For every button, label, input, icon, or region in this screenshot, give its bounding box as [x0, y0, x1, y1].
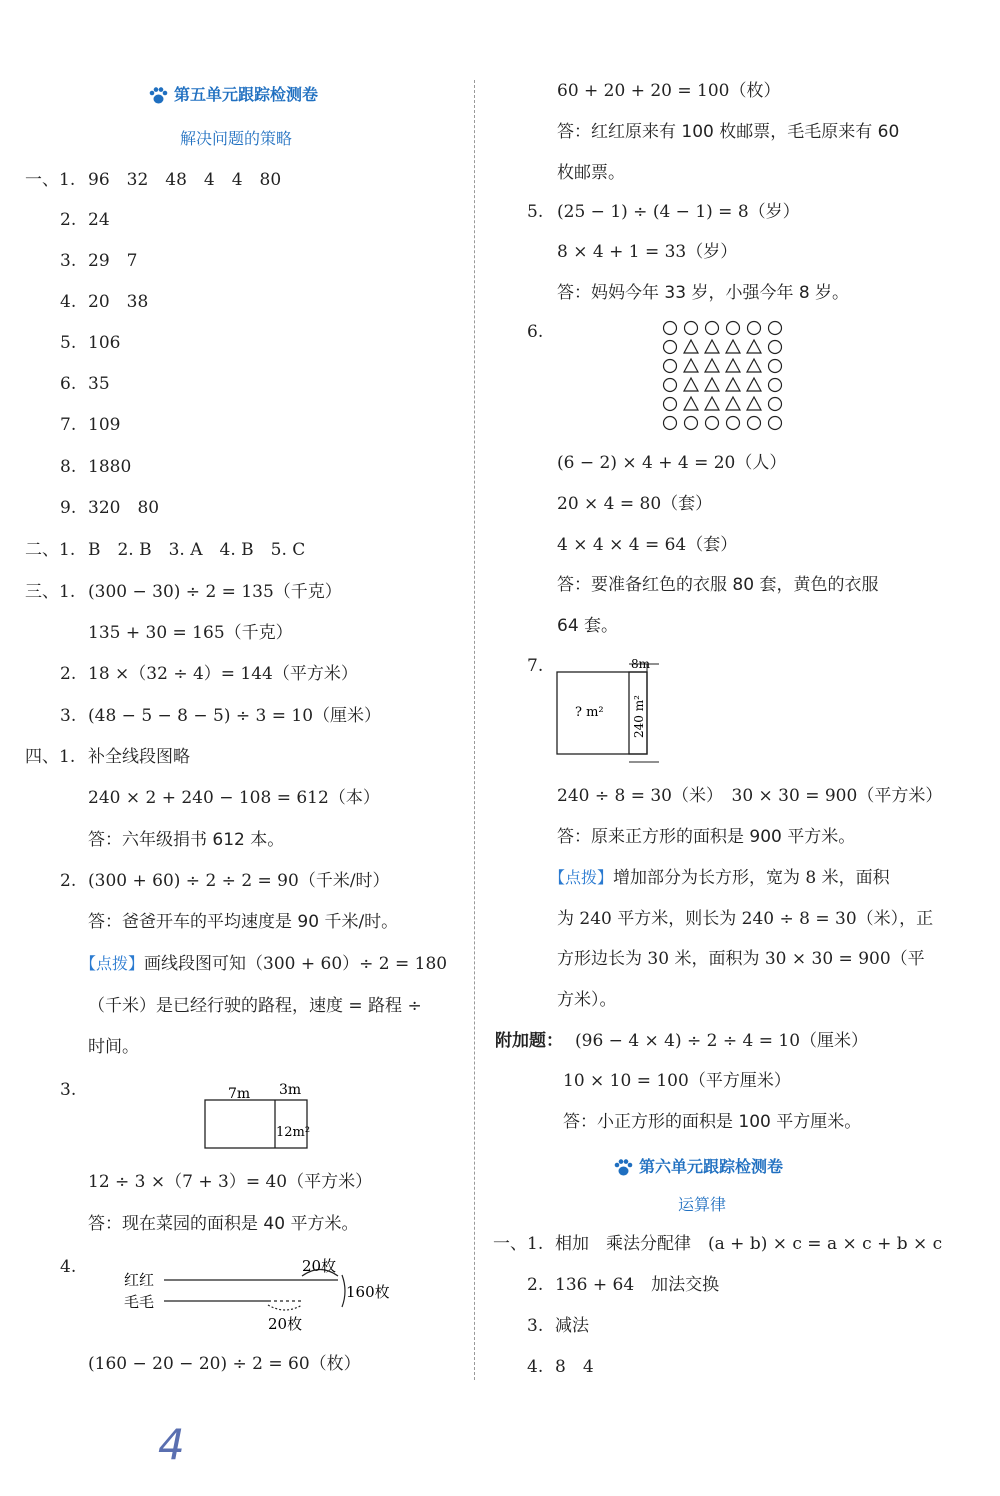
grid-circle	[664, 341, 677, 354]
grid-circle	[664, 398, 677, 411]
r-line-12: 240 ÷ 8 = 30（米） 30 × 30 = 900（平方米）	[557, 786, 943, 806]
r-line-20: 答：小正方形的面积是 100 平方厘米。	[563, 1112, 862, 1132]
fig7-label-strip: 240 m²	[632, 695, 646, 738]
s4-q1-line1: 补全线段图略	[88, 747, 190, 767]
hint-text-r1: 增加部分为长方形，宽为 8 米，面积	[613, 868, 890, 888]
r-line-4: (25 − 1) ÷ (4 − 1) = 8（岁）	[557, 202, 800, 222]
s4-q2-hint-line1	[80, 952, 447, 976]
s1-answer-2: 24	[88, 210, 110, 230]
paw-icon	[613, 1159, 633, 1177]
unit6-title	[613, 1155, 783, 1179]
grid-triangle	[705, 340, 719, 353]
r-line-9: 4 × 4 × 4 = 64（套）	[557, 535, 738, 555]
s1-answer-4: 20 38	[88, 292, 149, 312]
figure-4-line-diagram	[120, 1253, 400, 1333]
r-q7-num: 7.	[527, 656, 544, 676]
fig7-label-8m: 8m	[631, 657, 651, 671]
unit5-subtitle: 解决问题的策略	[180, 129, 293, 148]
grid-triangle	[705, 378, 719, 391]
fig4-label-mao: 毛毛	[124, 1293, 155, 1311]
s4-q4-line1: (160 − 20 − 20) ÷ 2 = 60（枚）	[88, 1354, 361, 1374]
s1-q2-num: 2.	[60, 210, 77, 230]
s3-q3-num: 3.	[60, 706, 77, 726]
s1-answer-5: 106	[88, 333, 121, 353]
s4-q3-num: 3.	[60, 1080, 77, 1100]
u6-line-1: 相加 乘法分配律 (a + b) × c = a × c + b × c	[555, 1234, 943, 1254]
r-line-18: (96 − 4 × 4) ÷ 2 ÷ 4 = 10（厘米）	[575, 1031, 869, 1051]
u6-line-2: 136 + 64 加法交换	[555, 1275, 720, 1295]
r-line-5: 8 × 4 + 1 = 33（岁）	[557, 242, 738, 262]
section3-label: 三、1.	[25, 582, 76, 602]
grid-circle	[664, 322, 677, 335]
u6-q3-num: 3.	[527, 1316, 544, 1336]
fig3-label-3m: 3m	[279, 1082, 302, 1098]
s1-answer-9: 320 80	[88, 498, 160, 518]
r-line-15: 为 240 平方米，则长为 240 ÷ 8 = 30（米），正	[557, 909, 934, 929]
r-line-13: 答：原来正方形的面积是 900 平方米。	[557, 827, 856, 847]
extra-question-label: 附加题：	[495, 1031, 563, 1051]
grid-circle	[769, 398, 782, 411]
s4-q2-hint-line3: 时间。	[88, 1037, 139, 1057]
r-line-16: 方形边长为 30 米，面积为 30 × 30 = 900（平	[557, 949, 925, 969]
grid-circle	[769, 322, 782, 335]
grid-circle	[664, 379, 677, 392]
grid-triangle	[684, 340, 698, 353]
r-line-8: 20 × 4 = 80（套）	[557, 494, 713, 514]
s4-q2-num: 2.	[60, 871, 77, 891]
s3-q2: 18 ×（32 ÷ 4）= 144（平方米）	[88, 664, 358, 684]
grid-circle	[727, 322, 740, 335]
s4-q2-hint-line2: （千米）是已经行驶的路程，速度 = 路程 ÷	[88, 996, 422, 1016]
s1-answer-1: 96 32 48 4 4 80	[88, 170, 282, 190]
r-line-10: 答：要准备红色的衣服 80 套，黄色的衣服	[557, 575, 879, 595]
grid-circle	[727, 417, 740, 430]
grid-circle	[706, 322, 719, 335]
hint-text-1: 画线段图可知（300 + 60）÷ 2 = 180	[144, 954, 448, 974]
r-line-2: 答：红红原来有 100 枚邮票，毛毛原来有 60	[557, 122, 900, 142]
grid-triangle	[726, 340, 740, 353]
grid-triangle	[726, 378, 740, 391]
r-line-6: 答：妈妈今年 33 岁，小强今年 8 岁。	[557, 283, 850, 303]
grid-triangle	[684, 378, 698, 391]
u6-q2-num: 2.	[527, 1275, 544, 1295]
grid-circle	[769, 360, 782, 373]
unit5-title-text: 第五单元跟踪检测卷	[174, 85, 319, 104]
s3-q2-num: 2.	[60, 664, 77, 684]
grid-triangle	[726, 359, 740, 372]
grid-circle	[748, 322, 761, 335]
s1-q3-num: 3.	[60, 251, 77, 271]
s3-q3: (48 − 5 − 8 − 5) ÷ 3 = 10（厘米）	[88, 706, 382, 726]
hint-label: 【点拨】	[549, 868, 614, 887]
s4-q1-line2: 240 × 2 + 240 − 108 = 612（本）	[88, 788, 380, 808]
s4-q3-line1: 12 ÷ 3 ×（7 + 3）= 40（平方米）	[88, 1172, 373, 1192]
r-q5-num: 5.	[527, 202, 544, 222]
s1-q4-num: 4.	[60, 292, 77, 312]
column-divider	[474, 80, 475, 1380]
figure-6-shape-grid	[660, 318, 790, 436]
grid-triangle	[684, 359, 698, 372]
grid-triangle	[705, 359, 719, 372]
fig7-label-area: ? m²	[575, 705, 604, 720]
s4-q3-answer: 答：现在菜园的面积是 40 平方米。	[88, 1214, 359, 1234]
s3-q1-line1: (300 − 30) ÷ 2 = 135（千克）	[88, 582, 342, 602]
u6-section1-label: 一、1.	[493, 1234, 544, 1254]
u6-q4-num: 4.	[527, 1357, 544, 1377]
grid-triangle	[747, 378, 761, 391]
grid-triangle	[747, 340, 761, 353]
s4-q2-answer: 答：爸爸开车的平均速度是 90 千米/时。	[88, 912, 399, 932]
s1-q5-num: 5.	[60, 333, 77, 353]
r-line-11: 64 套。	[557, 616, 619, 636]
grid-triangle	[684, 397, 698, 410]
section2-label: 二、1.	[25, 540, 76, 560]
fig3-label-area: 12m²	[276, 1125, 311, 1140]
r-line-19: 10 × 10 = 100（平方厘米）	[563, 1071, 791, 1091]
grid-circle	[769, 379, 782, 392]
section4-label: 四、1.	[25, 747, 76, 767]
grid-circle	[664, 360, 677, 373]
s1-q9-num: 9.	[60, 498, 77, 518]
s1-q8-num: 8.	[60, 457, 77, 477]
unit6-subtitle: 运算律	[678, 1195, 727, 1214]
fig4-label-red: 红红	[124, 1271, 155, 1289]
grid-circle	[706, 417, 719, 430]
s3-q1-line2: 135 + 30 = 165（千克）	[88, 623, 293, 643]
grid-circle	[664, 417, 677, 430]
grid-triangle	[747, 359, 761, 372]
r-line-1: 60 + 20 + 20 = 100（枚）	[557, 81, 781, 101]
grid-circle	[748, 417, 761, 430]
s1-q6-num: 6.	[60, 374, 77, 394]
hint-label: 【点拨】	[80, 954, 145, 973]
fig4-label-total: 160枚	[346, 1283, 390, 1301]
r-q6-num: 6.	[527, 322, 544, 342]
s1-answer-3: 29 7	[88, 251, 138, 271]
fig4-label-top-20: 20枚	[302, 1257, 337, 1275]
r-line-17: 方米）。	[557, 990, 617, 1010]
figure-7-square	[547, 654, 677, 764]
s1-q7-num: 7.	[60, 415, 77, 435]
fig4-label-bottom-20: 20枚	[268, 1315, 303, 1333]
section1-label: 一、1.	[25, 170, 76, 190]
unit6-title-text: 第六单元跟踪检测卷	[639, 1157, 784, 1176]
r-hint-line1	[549, 866, 890, 890]
s4-q2-line1: (300 + 60) ÷ 2 ÷ 2 = 90（千米/时）	[88, 871, 390, 891]
r-line-7: (6 − 2) × 4 + 4 = 20（人）	[557, 453, 787, 473]
fig3-label-7m: 7m	[228, 1086, 251, 1102]
s2-answers: B 2. B 3. A 4. B 5. C	[88, 540, 306, 560]
grid-triangle	[747, 397, 761, 410]
paw-icon	[148, 87, 168, 105]
u6-line-4: 8 4	[555, 1357, 594, 1377]
s1-answer-6: 35	[88, 374, 110, 394]
s1-answer-8: 1880	[88, 457, 132, 477]
s4-q1-answer: 答：六年级捐书 612 本。	[88, 830, 285, 850]
s4-q4-num: 4.	[60, 1257, 77, 1277]
grid-triangle	[726, 397, 740, 410]
u6-line-3: 减法	[555, 1316, 589, 1336]
r-line-3: 枚邮票。	[557, 163, 625, 183]
unit5-title	[148, 83, 318, 107]
grid-circle	[769, 417, 782, 430]
grid-circle	[769, 341, 782, 354]
grid-triangle	[705, 397, 719, 410]
grid-circle	[685, 417, 698, 430]
s1-answer-7: 109	[88, 415, 121, 435]
figure-3-rectangle	[195, 1078, 325, 1153]
grid-circle	[685, 322, 698, 335]
handwritten-mark: 4	[158, 1420, 185, 1469]
